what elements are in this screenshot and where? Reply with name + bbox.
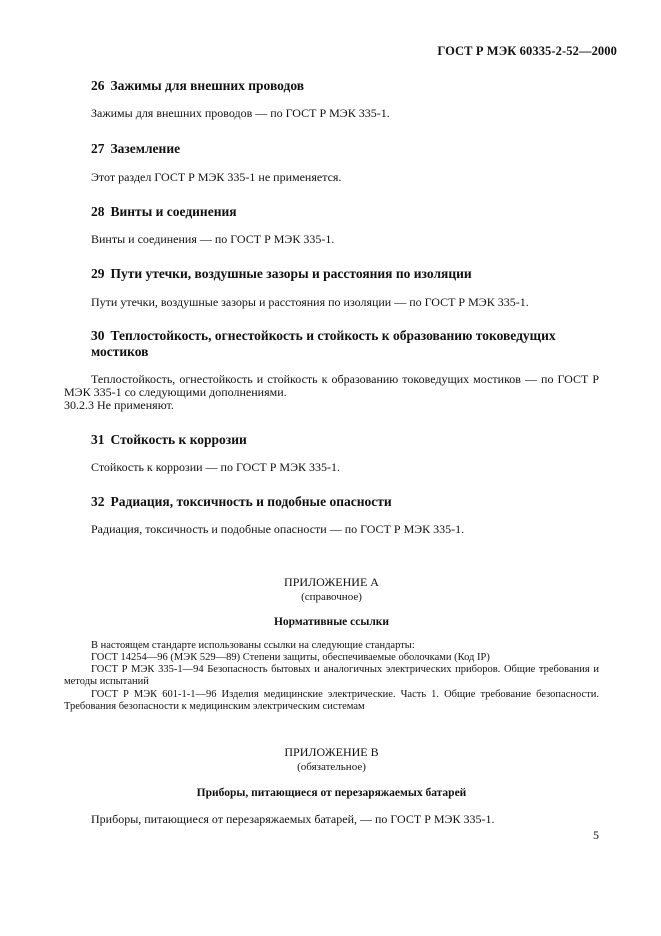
appendix-b-label: ПРИЛОЖЕНИЕ В [284, 745, 379, 759]
section-31-text: Стойкость к коррозии — по ГОСТ Р МЭК 335-1. [91, 460, 341, 474]
section-title: Пути утечки, воздушные зазоры и расстояния по изоляции [110, 266, 472, 281]
section-number: 29 [91, 266, 105, 281]
section-number: 30 [91, 328, 105, 343]
section-30-heading [91, 328, 611, 360]
appendix-b-kind: (обязательное) [297, 761, 366, 773]
section-number: 28 [91, 204, 105, 219]
appendix-b-title: Приборы, питающиеся от перезаряжаемых батарей [196, 787, 467, 799]
section-number: 32 [91, 494, 105, 509]
appendix-a-ref-1: ГОСТ 14254—96 (МЭК 529—89) Степени защиты, обеспечиваемые оболочками (Код IP) [91, 652, 490, 663]
section-30-subclause: 30.2.3 Не применяют. [64, 398, 174, 412]
section-28-text: Винты и соединения — по ГОСТ Р МЭК 335-1. [91, 232, 335, 246]
appendix-a-label: ПРИЛОЖЕНИЕ А [284, 575, 379, 589]
section-title: Стойкость к коррозии [110, 432, 247, 447]
section-title: Радиация, токсичность и подобные опасности [110, 494, 392, 509]
section-28-heading [91, 204, 611, 220]
section-30-text: Теплостойкость, огнестойкость и стойкость к образованию токоведущих мостиков — по ГОСТ Р МЭК 335-1 со следующими дополнениями. [64, 372, 599, 399]
appendix-a-intro: В настоящем стандарте использованы ссылки на следующие стандарты: [91, 640, 415, 651]
document-header: ГОСТ Р МЭК 60335-2-52—2000 [437, 44, 617, 58]
section-29-heading [91, 266, 611, 282]
section-32-heading [91, 494, 611, 510]
appendix-b-text: Приборы, питающиеся от перезаряжаемых батарей, — по ГОСТ Р МЭК 335-1. [91, 812, 495, 826]
section-title-line2: мостиков [91, 344, 149, 359]
section-title-line1: Теплостойкость, огнестойкость и стойкость к образованию токоведущих [110, 328, 556, 343]
appendix-a-kind: (справочное) [301, 591, 362, 603]
appendix-a-title: Нормативные ссылки [273, 616, 390, 628]
section-number: 27 [91, 141, 105, 156]
section-27-heading [91, 141, 611, 157]
appendix-a-ref-3: ГОСТ Р МЭК 601-1-1—96 Изделия медицинские электрические. Часть 1. Общие требование безопасности. Требования безопасности к медицинским электрическим системам [64, 689, 599, 712]
section-29-text: Пути утечки, воздушные зазоры и расстояния по изоляции — по ГОСТ Р МЭК 335-1. [91, 295, 529, 309]
section-title: Зажимы для внешних проводов [110, 78, 305, 93]
section-27-text: Этот раздел ГОСТ Р МЭК 335-1 не применяется. [91, 170, 342, 184]
section-31-heading [91, 432, 611, 448]
section-32-text: Радиация, токсичность и подобные опасности — по ГОСТ Р МЭК 335-1. [91, 522, 465, 536]
section-title: Винты и соединения [110, 204, 237, 219]
appendix-a-ref-2: ГОСТ Р МЭК 335-1—94 Безопасность бытовых и аналогичных электрических приборов. Общие требования и методы испытаний [64, 664, 599, 687]
section-26-text: Зажимы для внешних проводов — по ГОСТ Р МЭК 335-1. [91, 106, 390, 120]
section-number: 26 [91, 78, 105, 93]
page-number: 5 [593, 828, 599, 842]
section-title: Заземление [110, 141, 181, 156]
section-26-heading [91, 78, 611, 94]
section-number: 31 [91, 432, 105, 447]
